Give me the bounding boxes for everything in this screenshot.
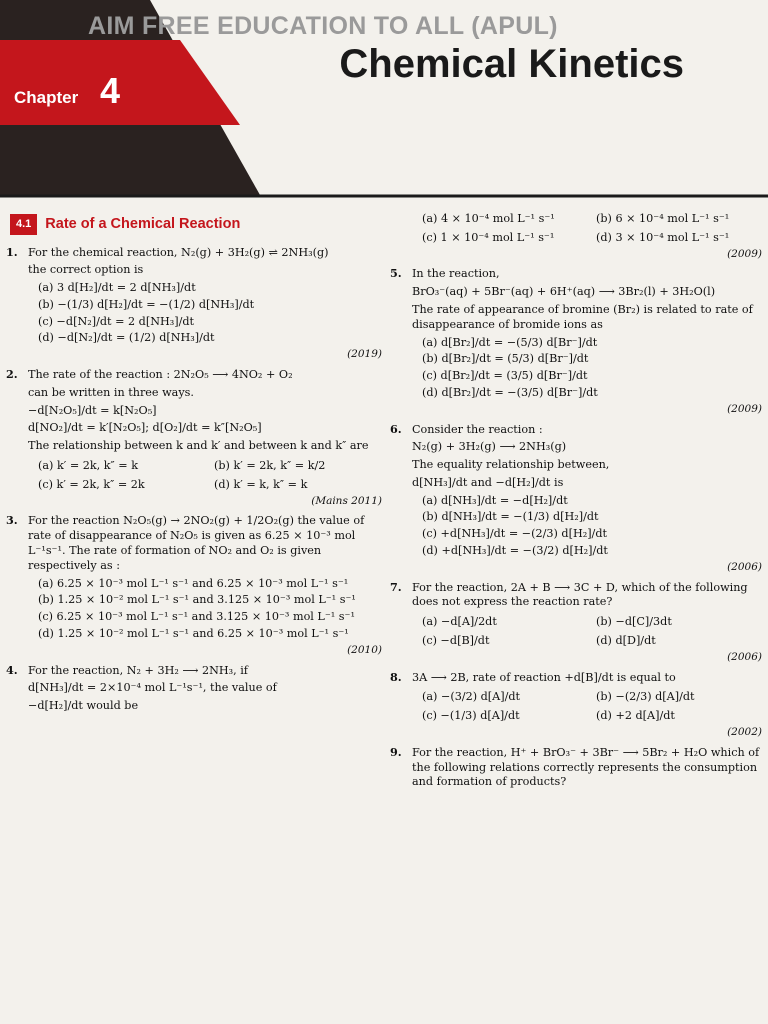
- question-body: [412, 210, 762, 261]
- question-number: 5.: [390, 266, 402, 281]
- question-body: [28, 245, 382, 363]
- question-number: [390, 210, 412, 261]
- answer-option: (c) 1 × 10⁻⁴ mol L⁻¹ s⁻¹: [422, 230, 555, 244]
- question-text-line: For the reaction, 2A + B ⟶ 3C + D, which of the following does not express the reaction rate?: [412, 580, 748, 609]
- question-item: [6, 513, 382, 657]
- answer-option: (d) d[D]/dt: [596, 633, 656, 647]
- exam-year: (2010): [347, 643, 382, 656]
- question-number: 2.: [6, 367, 18, 382]
- question-item: [390, 266, 762, 416]
- watermark-text: AIM FREE EDUCATION TO ALL (APUL): [88, 12, 558, 40]
- answer-option: (b) d[Br₂]/dt = (5/3) d[Br⁻]/dt: [422, 352, 589, 366]
- question-item: [390, 745, 762, 793]
- question-text-line: −d[H₂]/dt would be: [28, 699, 139, 713]
- question-item: [390, 210, 762, 261]
- question-text-line: In the reaction,: [412, 267, 500, 281]
- question-body: [412, 266, 762, 416]
- answer-option: (b) 1.25 × 10⁻² mol L⁻¹ s⁻¹ and 3.125 × 10⁻³ mol L⁻¹ s⁻¹: [38, 593, 356, 607]
- question-text-line: −d[N₂O₅]/dt = k[N₂O₅]: [28, 403, 157, 417]
- options-group: [422, 210, 762, 248]
- answer-option: (b) −(2/3) d[A]/dt: [596, 690, 695, 704]
- options-group: [38, 457, 382, 495]
- answer-option: (c) +d[NH₃]/dt = −(2/3) d[H₂]/dt: [422, 527, 607, 541]
- options-group: [422, 688, 762, 726]
- answer-option: (d) +2 d[A]/dt: [596, 709, 675, 723]
- chapter-label: Chapter: [14, 88, 79, 107]
- answer-option: (a) 6.25 × 10⁻³ mol L⁻¹ s⁻¹ and 6.25 × 10⁻³ mol L⁻¹ s⁻¹: [38, 576, 349, 590]
- right-column: [390, 210, 762, 798]
- exam-year: (2009): [727, 247, 762, 260]
- question-number: 4.: [6, 662, 18, 677]
- answer-option: (a) 3 d[H₂]/dt = 2 d[NH₃]/dt: [38, 281, 196, 295]
- question-number: 6.: [390, 421, 402, 436]
- question-body: [28, 367, 382, 508]
- question-text-line: For the reaction, N₂ + 3H₂ ⟶ 2NH₃, if: [28, 663, 248, 677]
- section-title: Rate of a Chemical Reaction: [45, 215, 241, 232]
- question-text-line: N₂(g) + 3H₂(g) ⟶ 2NH₃(g): [412, 440, 567, 454]
- answer-option: (a) −(3/2) d[A]/dt: [422, 690, 521, 704]
- question-text-line: For the chemical reaction, N₂(g) + 3H₂(g) ⇌ 2NH₃(g): [28, 245, 329, 259]
- chapter-number: 4: [100, 70, 121, 111]
- options-group: [28, 577, 382, 642]
- exam-year: (2006): [727, 560, 762, 573]
- answer-option: (a) k′ = 2k, k″ = k: [38, 458, 138, 472]
- question-text-line: The rate of appearance of bromine (Br₂) is related to rate of disappearance of bromide ions as: [412, 302, 753, 331]
- question-item: [6, 245, 382, 363]
- answer-option: (b) k′ = 2k, k″ = k/2: [214, 458, 326, 472]
- options-group: [412, 494, 762, 559]
- answer-option: (a) d[NH₃]/dt = −d[H₂]/dt: [422, 493, 568, 507]
- question-body: [412, 745, 762, 793]
- question-body: [28, 513, 382, 657]
- answer-option: (c) 6.25 × 10⁻³ mol L⁻¹ s⁻¹ and 3.125 × 10⁻³ mol L⁻¹ s⁻¹: [38, 610, 355, 624]
- question-number: 9.: [390, 744, 402, 759]
- question-number: 7.: [390, 579, 402, 594]
- answer-option: (c) −d[N₂]/dt = 2 d[NH₃]/dt: [38, 314, 195, 328]
- section-heading: [10, 214, 382, 235]
- question-body: [28, 663, 382, 717]
- question-text-line: The relationship between k and k′ and between k and k″ are: [28, 439, 369, 453]
- answer-option: (b) d[NH₃]/dt = −(1/3) d[H₂]/dt: [422, 510, 599, 524]
- exam-year: (2019): [347, 348, 382, 361]
- answer-option: (d) 3 × 10⁻⁴ mol L⁻¹ s⁻¹: [596, 230, 730, 244]
- answer-option: (c) d[Br₂]/dt = (3/5) d[Br⁻]/dt: [422, 369, 588, 383]
- question-item: [390, 422, 762, 575]
- question-text-line: BrO₃⁻(aq) + 5Br⁻(aq) + 6H⁺(aq) ⟶ 3Br₂(l) + 3H₂O(l): [412, 285, 716, 299]
- exam-year: (2002): [727, 725, 762, 738]
- question-text-line: For the reaction N₂O₅(g) → 2NO₂(g) + 1/2O₂(g) the value of rate of disappearance of N₂O₅ is given as 6.25 × 10⁻³ mol L⁻¹s⁻¹. The rate of formation of NO₂ and O₂ is given respectively as :: [28, 514, 365, 572]
- exam-year: (2009): [727, 402, 762, 415]
- answer-option: (d) 1.25 × 10⁻² mol L⁻¹ s⁻¹ and 6.25 × 10⁻³ mol L⁻¹ s⁻¹: [38, 626, 349, 640]
- question-body: [412, 670, 762, 740]
- question-number: 1.: [6, 244, 18, 259]
- section-number: 4.1: [10, 214, 37, 235]
- question-text-line: the correct option is: [28, 263, 144, 277]
- question-text-line: d[NH₃]/dt = 2×10⁻⁴ mol L⁻¹s⁻¹, the value of: [28, 681, 277, 695]
- answer-option: (c) k′ = 2k, k″ = 2k: [38, 477, 145, 491]
- answer-option: (b) 6 × 10⁻⁴ mol L⁻¹ s⁻¹: [596, 212, 730, 225]
- question-number: 8.: [390, 669, 402, 684]
- question-text-line: For the reaction, H⁺ + BrO₃⁻ + 3Br⁻ ⟶ 5Br₂ + H₂O which of the following relations correctly represents the consumption and formation of products?: [412, 745, 760, 789]
- left-question-list: [6, 245, 382, 717]
- question-text-line: d[NH₃]/dt and −d[H₂]/dt is: [412, 475, 564, 489]
- question-number: 3.: [6, 513, 18, 528]
- question-body: [412, 422, 762, 575]
- answer-option: (a) d[Br₂]/dt = −(5/3) d[Br⁻]/dt: [422, 335, 598, 349]
- answer-option: (c) −d[B]/dt: [422, 633, 490, 647]
- chapter-title: Chemical Kinetics: [339, 42, 684, 86]
- question-text-line: Consider the reaction :: [412, 422, 543, 436]
- question-item: [390, 580, 762, 665]
- question-body: [412, 580, 762, 665]
- answer-option: (b) −d[C]/3dt: [596, 615, 672, 629]
- answer-option: (b) −(1/3) d[H₂]/dt = −(1/2) d[NH₃]/dt: [38, 297, 255, 311]
- options-group: [28, 281, 382, 346]
- answer-option: (d) +d[NH₃]/dt = −(3/2) d[H₂]/dt: [422, 544, 608, 557]
- exam-year: (Mains 2011): [311, 494, 382, 507]
- question-item: [390, 670, 762, 740]
- exam-year: (2006): [727, 650, 762, 663]
- answer-option: (d) k′ = k, k″ = k: [214, 477, 308, 491]
- question-text-line: d[NO₂]/dt = k′[N₂O₅]; d[O₂]/dt = k″[N₂O₅]: [28, 421, 262, 435]
- question-item: [6, 367, 382, 508]
- answer-option: (c) −(1/3) d[A]/dt: [422, 709, 520, 723]
- answer-option: (a) −d[A]/2dt: [422, 615, 497, 629]
- answer-option: (d) d[Br₂]/dt = −(3/5) d[Br⁻]/dt: [422, 385, 598, 399]
- question-item: [6, 663, 382, 717]
- options-group: [412, 336, 762, 401]
- question-text-line: The equality relationship between,: [412, 458, 610, 472]
- chapter-header: [0, 0, 768, 200]
- answer-option: (d) −d[N₂]/dt = (1/2) d[NH₃]/dt: [38, 331, 215, 345]
- right-question-list: [390, 210, 762, 793]
- left-column: [6, 210, 382, 722]
- question-text-line: 3A ⟶ 2B, rate of reaction +d[B]/dt is equal to: [412, 670, 676, 684]
- options-group: [422, 613, 762, 651]
- question-text-line: can be written in three ways.: [28, 385, 194, 399]
- question-text-line: The rate of the reaction : 2N₂O₅ ⟶ 4NO₂ + O₂: [28, 368, 293, 382]
- answer-option: (a) 4 × 10⁻⁴ mol L⁻¹ s⁻¹: [422, 212, 555, 225]
